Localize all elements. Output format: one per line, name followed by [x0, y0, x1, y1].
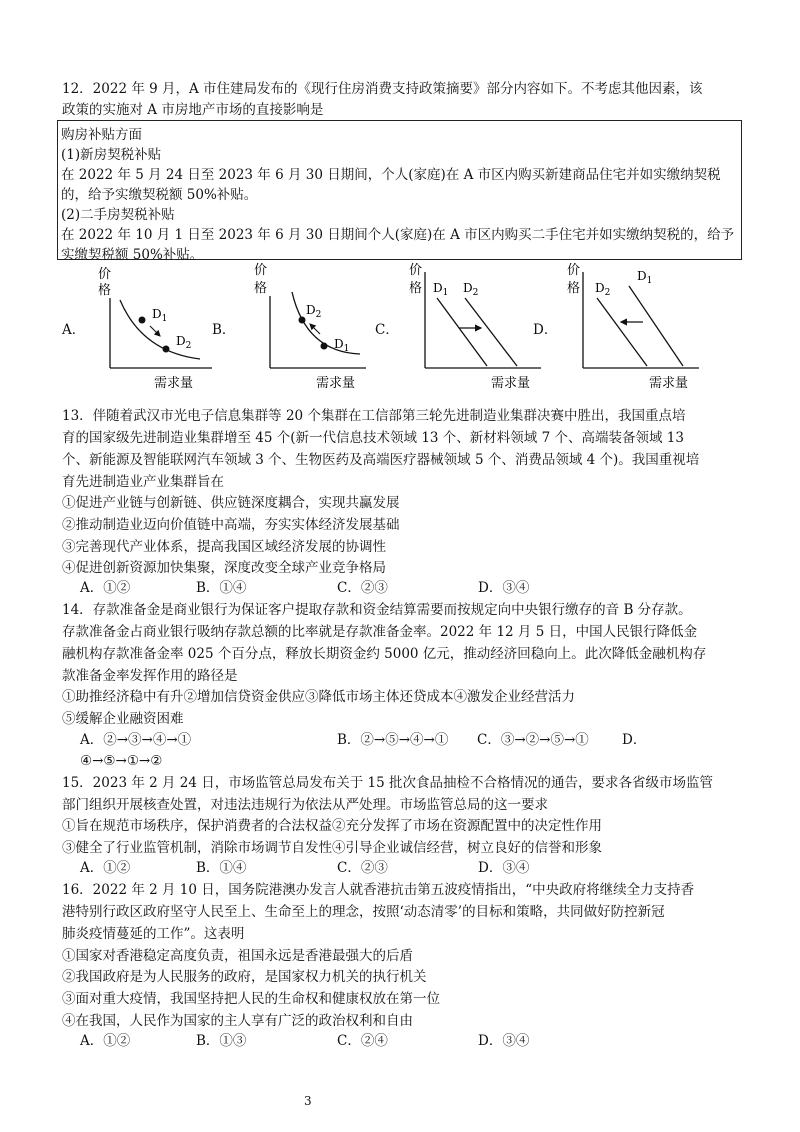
q15-option-d[interactable]: D．③④ — [478, 860, 530, 876]
label-d2: $D_2$ — [595, 281, 611, 298]
point-d2 — [299, 317, 306, 324]
policy-item-2-text-2: 实缴契税额 50%补贴。 — [61, 247, 204, 263]
y-axis-label-1: 价 — [98, 267, 112, 282]
policy-item-2-title: (2)二手房契税补贴 — [61, 207, 175, 223]
q14-statements-1: ①助推经济稳中有升②增加信贷资金供应③降低市场主体还贷成本④激发企业经营活力 — [62, 689, 575, 705]
policy-item-1-title: (1)新房契税补贴 — [61, 147, 162, 163]
q13-option-d[interactable]: D．③④ — [478, 580, 530, 596]
label-d2: $D_2$ — [306, 303, 322, 320]
y-axis-label-2: 格 — [98, 283, 112, 298]
y-axis-label-2: 格 — [567, 281, 581, 296]
y-axis-label-2: 格 — [254, 281, 268, 296]
q12-option-d-label: D． — [533, 322, 558, 338]
q16-statement-2: ②我国政府是为人民服务的政府，是国家权力机关的执行机关 — [62, 969, 427, 985]
q16-option-b[interactable]: B．①③ — [196, 1033, 247, 1049]
q15-option-b[interactable]: B．①④ — [196, 860, 247, 876]
q15-option-c[interactable]: C．②③ — [337, 860, 388, 876]
q16-stem-line-3: 肺炎疫情蔓延的工作”。这表明 — [62, 926, 245, 942]
policy-item-2-text-1: 在 2022 年 10 月 1 日至 2023 年 6 月 30 日期间个人(家庭)在 A 市区内购买二手住宅并如实缴纳契税的，给予 — [61, 227, 735, 243]
x-axis-label: 需求量 — [491, 376, 531, 391]
y-axis-label-1: 价 — [254, 263, 268, 278]
q14-option-b[interactable]: B．②→⑤→④→① — [337, 732, 449, 748]
q14-stem-line-4: 款准备金率发挥作用的路径是 — [62, 668, 238, 684]
q14-stem-line-2: 存款准备金占商业银行吸纳存款总额的比率就是存款准备金率。2022 年 12 月 5 日，中国人民银行降低金 — [62, 624, 698, 640]
x-axis-label: 需求量 — [649, 376, 689, 391]
x-axis-label: 需求量 — [154, 376, 194, 391]
q13-stem-line-3: 个、新能源及智能联网汽车领域 3 个、生物医药及高端医疗器械领域 5 个、消费品领域 4 个)。我国重视培 — [62, 452, 700, 468]
q12-graph-a — [82, 262, 232, 392]
policy-item-1-text-2: 的，给予实缴契税额 50%补贴。 — [61, 187, 258, 203]
label-d2: $D_2$ — [463, 281, 479, 298]
q16-stem-line-1: 16．2022 年 2 月 10 日，国务院港澳办发言人就香港抗击第五波疫情指出，“中央政府将继续全力支持香 — [62, 882, 695, 898]
label-d1: $D_1$ — [334, 337, 350, 354]
page-number: 3 — [304, 1094, 312, 1108]
demand-line-d1 — [437, 298, 487, 366]
q16-option-c[interactable]: C．②④ — [337, 1033, 388, 1049]
q14-option-d[interactable]: D． — [622, 732, 647, 748]
q12-option-a-label: A． — [62, 322, 86, 338]
q12-graph-b — [230, 262, 380, 392]
demand-line-d1 — [629, 286, 683, 366]
label-d1: $D_1$ — [637, 269, 653, 286]
q12-option-b-label: B． — [212, 322, 236, 338]
q15-option-a[interactable]: A．①② — [80, 860, 131, 876]
q14-statements-2: ⑤缓解企业融资困难 — [62, 711, 184, 727]
q13-option-a[interactable]: A．①② — [80, 580, 131, 596]
q12-graph-c — [395, 262, 545, 392]
q16-option-a[interactable]: A．①② — [80, 1033, 131, 1049]
q13-statement-4: ④促进创新资源加快集聚，深度改变全球产业竞争格局 — [62, 560, 386, 576]
q15-stem-line-2: 部门组织开展核查处置，对违法违规行为依法从严处理。市场监管总局的这一要求 — [62, 797, 548, 813]
y-axis-label-2: 格 — [409, 281, 423, 296]
q12-policy-box — [57, 120, 742, 263]
q14-option-a[interactable]: A．②→③→④→① — [80, 732, 192, 748]
q14-option-d-content[interactable]: ④→⑤→①→② — [80, 753, 163, 769]
shift-arrow — [150, 326, 160, 336]
q15-statements-2: ③健全了行业监管机制，消除市场调节自发性④引导企业诚信经营，树立良好的信誉和形象 — [62, 840, 602, 856]
point-d2 — [163, 346, 170, 353]
q12-graph-d — [553, 262, 703, 392]
q13-stem-line-2: 育的国家级先进制造业集群增至 45 个(新一代信息技术领域 13 个、新材料领域 7 个、高端装备领域 13 — [62, 430, 684, 446]
demand-line-d2 — [597, 298, 647, 366]
point-d1 — [139, 317, 146, 324]
q14-option-c[interactable]: C．③→②→⑤→① — [477, 732, 589, 748]
q13-statement-2: ②推动制造业迈向价值链中高端，夯实实体经济发展基础 — [62, 517, 400, 533]
label-d1: $D_1$ — [152, 307, 168, 324]
q13-option-c[interactable]: C．②③ — [337, 580, 388, 596]
x-axis-label: 需求量 — [316, 376, 356, 391]
q12-stem-line-2: 政策的实施对 A 市房地产市场的直接影响是 — [62, 102, 324, 118]
q13-statement-3: ③完善现代产业体系，提高我国区域经济发展的协调性 — [62, 539, 386, 555]
q13-stem-line-4: 育先进制造业产业集群旨在 — [62, 474, 224, 490]
q12-stem-line-1: 12．2022 年 9 月，A 市住建局发布的《现行住房消费支持政策摘要》部分内容如下。不考虑其他因素，该 — [62, 81, 703, 97]
y-axis-label-1: 价 — [567, 263, 581, 278]
q13-statement-1: ①促进产业链与创新链、供应链深度耦合，实现共赢发展 — [62, 495, 400, 511]
q16-statement-4: ④在我国，人民作为国家的主人享有广泛的政治权利和自由 — [62, 1013, 413, 1029]
point-d1 — [321, 343, 328, 350]
q16-stem-line-2: 港特别行政区政府坚守人民至上、生命至上的理念，按照‘动态清零’的目标和策略，共同做好防控新冠 — [62, 904, 665, 920]
demand-line-d2 — [465, 298, 517, 366]
q16-statement-3: ③面对重大疫情，我国坚持把人民的生命权和健康权放在第一位 — [62, 991, 440, 1007]
q14-stem-line-3: 融机构存款准备金率 025 个百分点，释放长期资金约 5000 亿元，推动经济回稳向上。此次降低金融机构存 — [62, 646, 707, 662]
q13-option-b[interactable]: B．①④ — [196, 580, 247, 596]
policy-heading: 购房补贴方面 — [61, 127, 142, 143]
label-d2: $D_2$ — [176, 334, 192, 351]
q12-option-c-label: C． — [375, 322, 399, 338]
q15-stem-line-1: 15．2023 年 2 月 24 日，市场监管总局发布关于 15 批次食品抽检不合格情况的通告，要求各省级市场监管 — [62, 775, 714, 791]
y-axis-label-1: 价 — [409, 263, 423, 278]
q14-stem-line-1: 14．存款准备金是商业银行为保证客户提取存款和资金结算需要而按规定向中央银行缴存的音 B 分存款。 — [62, 602, 692, 618]
q16-option-d[interactable]: D．③④ — [478, 1033, 530, 1049]
label-d1: $D_1$ — [433, 281, 449, 298]
q16-statement-1: ①国家对香港稳定高度负责，祖国永远是香港最强大的后盾 — [62, 948, 413, 964]
q13-stem-line-1: 13．伴随着武汉市光电子信息集群等 20 个集群在工信部第三轮先进制造业集群决赛中胜出，我国重点培 — [62, 408, 686, 424]
policy-item-1-text-1: 在 2022 年 5 月 24 日至 2023 年 6 月 30 日期间，个人(家庭)在 A 市区内购买新建商品住宅并如实缴纳契税 — [61, 167, 721, 183]
q15-statements-1: ①旨在规范市场秩序，保护消费者的合法权益②充分发挥了市场在资源配置中的决定性作用 — [62, 818, 602, 834]
